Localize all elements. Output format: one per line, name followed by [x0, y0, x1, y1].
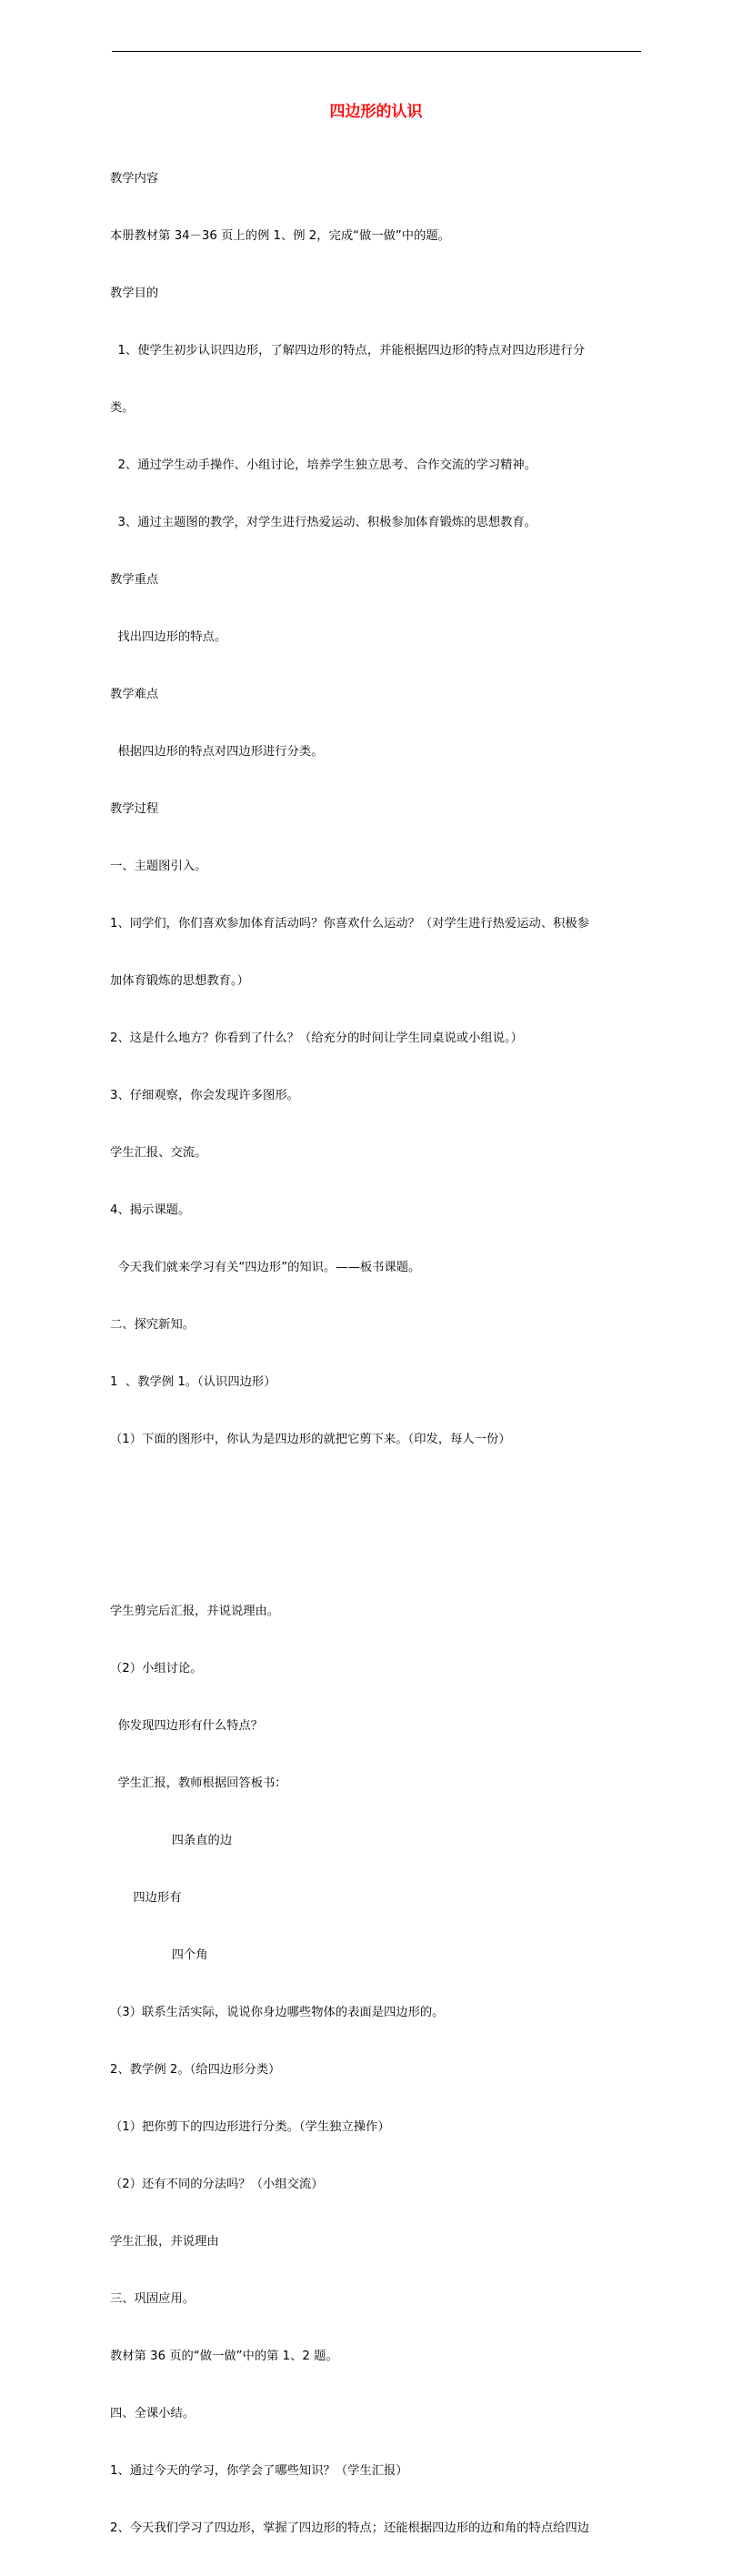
text-line: 2、教学例 2。（给四边形分类）	[110, 2063, 281, 2077]
text-line: 4、揭示课题。	[110, 1203, 191, 1217]
text-line: 找出四边形的特点。	[110, 630, 227, 644]
text-line: 二、探究新知。	[110, 1318, 196, 1332]
text-line: 教学过程	[110, 802, 159, 816]
text-line: 教学重点	[110, 573, 159, 587]
text-line: 类。	[110, 401, 135, 415]
text-line: 今天我们就来学习有关“四边形”的知识。——板书课题。	[110, 1261, 421, 1274]
text-line: 四边形有	[110, 1891, 182, 1905]
text-line: （1）下面的图形中，你认为是四边形的就把它剪下来。（印发，每人一份）	[110, 1433, 511, 1446]
text-line: 四、全课小结。	[110, 2407, 196, 2420]
document-title: 四边形的认识	[329, 103, 423, 121]
text-line: 你发现四边形有什么特点？	[110, 1719, 264, 1733]
text-line: 根据四边形的特点对四边形进行分类。	[110, 745, 324, 759]
text-line: 2、这是什么地方？你看到了什么？（给充分的时间让学生同桌说或小组说。）	[110, 1031, 523, 1045]
text-line: 1 、教学例 1。（认识四边形）	[110, 1375, 276, 1389]
text-line: 3、通过主题图的教学，对学生进行热爱运动、积极参加体育锻炼的思想教育。	[110, 516, 537, 529]
text-line: 四条直的边	[110, 1834, 233, 1847]
text-line: 学生汇报，教师根据回答板书：	[110, 1776, 287, 1790]
text-line: （2）还有不同的分法吗？（小组交流）	[110, 2178, 324, 2191]
document-body	[110, 131, 647, 2576]
text-line: 2、通过学生动手操作、小组讨论，培养学生独立思考、合作交流的学习精神。	[110, 458, 537, 472]
text-line: 2、今天我们学习了四边形，掌握了四边形的特点；还能根据四边形的边和角的特点给四边	[110, 2521, 590, 2535]
text-line: 教学内容	[110, 172, 159, 186]
text-line: （3）联系生活实际，说说你身边哪些物体的表面是四边形的。	[110, 2006, 445, 2019]
text-line: 学生剪完后汇报，并说说理由。	[110, 1605, 280, 1618]
text-line: 1、同学们，你们喜欢参加体育活动吗？你喜欢什么运动？（对学生进行热爱运动、积极参	[110, 917, 590, 931]
text-line: 教学难点	[110, 688, 159, 701]
text-line: 学生汇报、交流。	[110, 1146, 207, 1160]
text-line: 1、使学生初步认识四边形，了解四边形的特点，并能根据四边形的特点对四边形进行分	[110, 344, 586, 357]
text-line: 四个角	[110, 1948, 208, 1962]
text-line: 本册教材第 34－36 页上的例 1、例 2，完成“做一做”中的题。	[110, 229, 450, 243]
text-line: 教材第 36 页的“做一做”中的第 1、2 题。	[110, 2350, 338, 2363]
figure-placeholder-gap	[110, 1506, 647, 1545]
text-line: 教学目的	[110, 287, 159, 300]
text-line: 一、主题图引入。	[110, 860, 207, 873]
text-line: 加体育锻炼的思想教育。）	[110, 974, 249, 988]
text-line: 学生汇报，并说理由	[110, 2235, 219, 2249]
text-line: （1）把你剪下的四边形进行分类。（学生独立操作）	[110, 2120, 390, 2134]
header-rule	[112, 51, 641, 52]
text-line: （2）小组讨论。	[110, 1662, 203, 1675]
text-line: 三、巩固应用。	[110, 2292, 196, 2306]
text-line: 3、仔细观察，你会发现许多图形。	[110, 1089, 299, 1102]
text-line: 1、通过今天的学习，你学会了哪些知识？（学生汇报）	[110, 2464, 408, 2478]
